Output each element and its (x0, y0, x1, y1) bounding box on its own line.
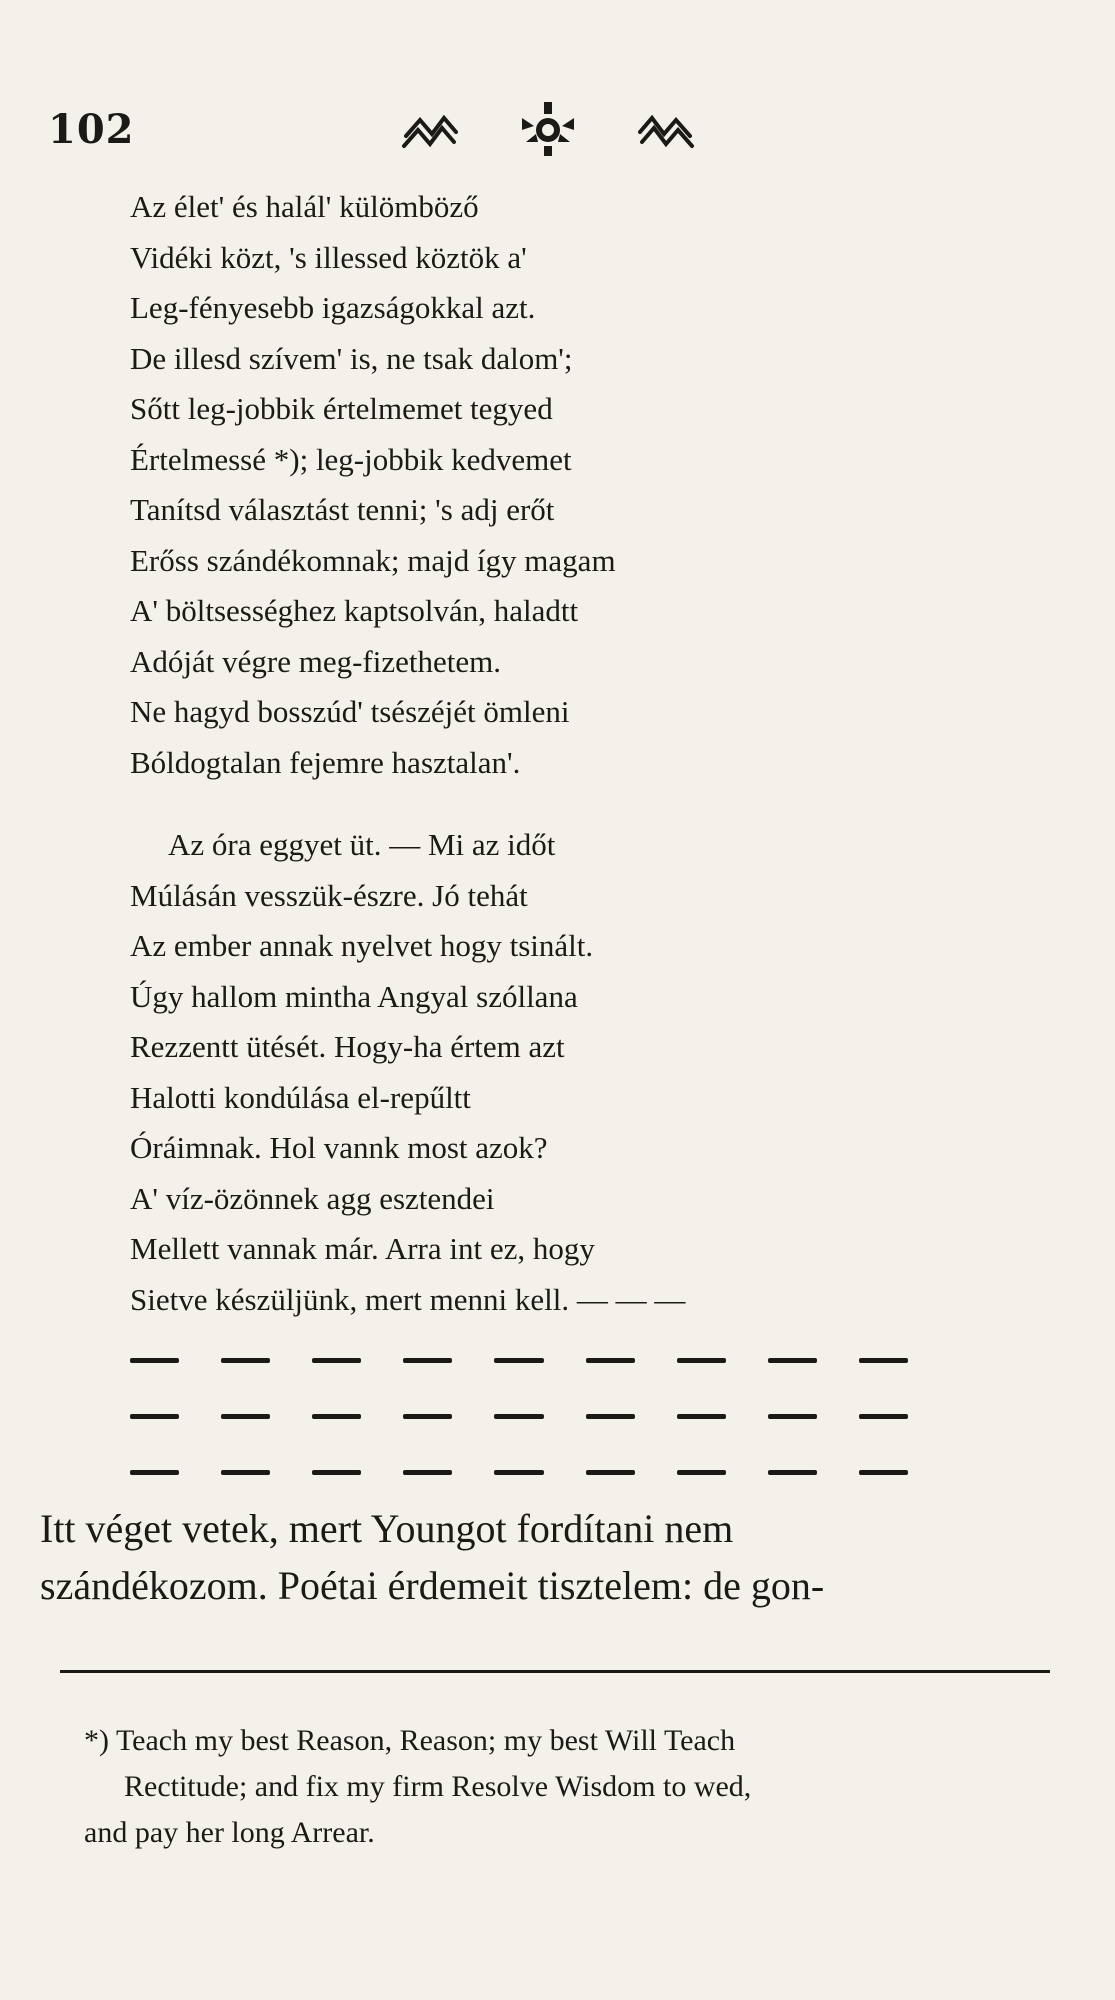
prose-line: szándékozom. Poétai érdemeit tisztelem: de gon- (40, 1563, 825, 1608)
verse-line: Bóldogtalan fejemre hasztalan'. (130, 744, 521, 780)
omission-dashes (130, 1332, 950, 1500)
footnote-divider (60, 1670, 1050, 1673)
printers-ornament-icon (398, 96, 698, 160)
prose-line: Itt véget vetek, mert Youngot fordítani nem (40, 1506, 734, 1551)
verse-line: Vidéki közt, 's illessed köztök a' (130, 239, 527, 275)
verse-line: Ne hagyd bosszúd' tsészéjét ömleni (130, 694, 570, 729)
verse-line: Az ember annak nyelvet hogy tsinált. (130, 928, 594, 963)
verse-line: A' böltsességhez kaptsolván, haladtt (130, 593, 579, 628)
verse-line: Rezzentt ütését. Hogy-ha értem azt (130, 1029, 565, 1064)
verse-stanza-1 (130, 182, 616, 788)
verse-line: A' víz-özönnek agg esztendei (130, 1180, 495, 1216)
verse-line: Mellett vannak már. Arra int ez, hogy (130, 1231, 595, 1266)
verse-line: De illesd szívem' is, ne tsak dalom'; (130, 340, 573, 376)
dash-row (130, 1332, 950, 1388)
verse-line: Óráimnak. Hol vannk most azok? (130, 1130, 548, 1165)
verse-line: Adóját végre meg-fizethetem. (130, 643, 501, 679)
prose-paragraph (40, 1500, 1040, 1614)
footnote-line: Rectitude; and fix my firm Resolve Wisdom to wed, (124, 1770, 752, 1803)
verse-line: Múlásán vesszük-észre. Jó tehát (130, 877, 528, 913)
verse-line: Sietve készüljünk, mert menni kell. — — — (130, 1281, 686, 1317)
verse-stanza-2 (130, 820, 685, 1325)
verse-line: Úgy hallom mintha Angyal szóllana (130, 978, 578, 1014)
page-number: 102 (48, 106, 135, 153)
verse-line: Leg-fényesebb igazságokkal azt. (130, 290, 536, 325)
footnote (84, 1718, 1044, 1856)
verse-line: Az óra eggyet üt. — Mi az időt (168, 827, 556, 862)
verse-line: Sőtt leg-jobbik értelmemet tegyed (130, 391, 553, 426)
verse-line: Értelmessé *); leg-jobbik kedvemet (130, 441, 572, 477)
dash-row (130, 1388, 950, 1444)
verse-line: Az élet' és halál' külömböző (130, 189, 479, 224)
dash-row (130, 1444, 950, 1500)
verse-line: Tanítsd választást tenni; 's adj erőt (130, 492, 555, 527)
footnote-line: *) Teach my best Reason, Reason; my best Will Teach (84, 1724, 736, 1757)
verse-line: Halotti kondúlása el-repűltt (130, 1079, 471, 1115)
verse-line: Erőss szándékomnak; majd így magam (130, 542, 616, 578)
footnote-line: and pay her long Arrear. (84, 1816, 375, 1849)
